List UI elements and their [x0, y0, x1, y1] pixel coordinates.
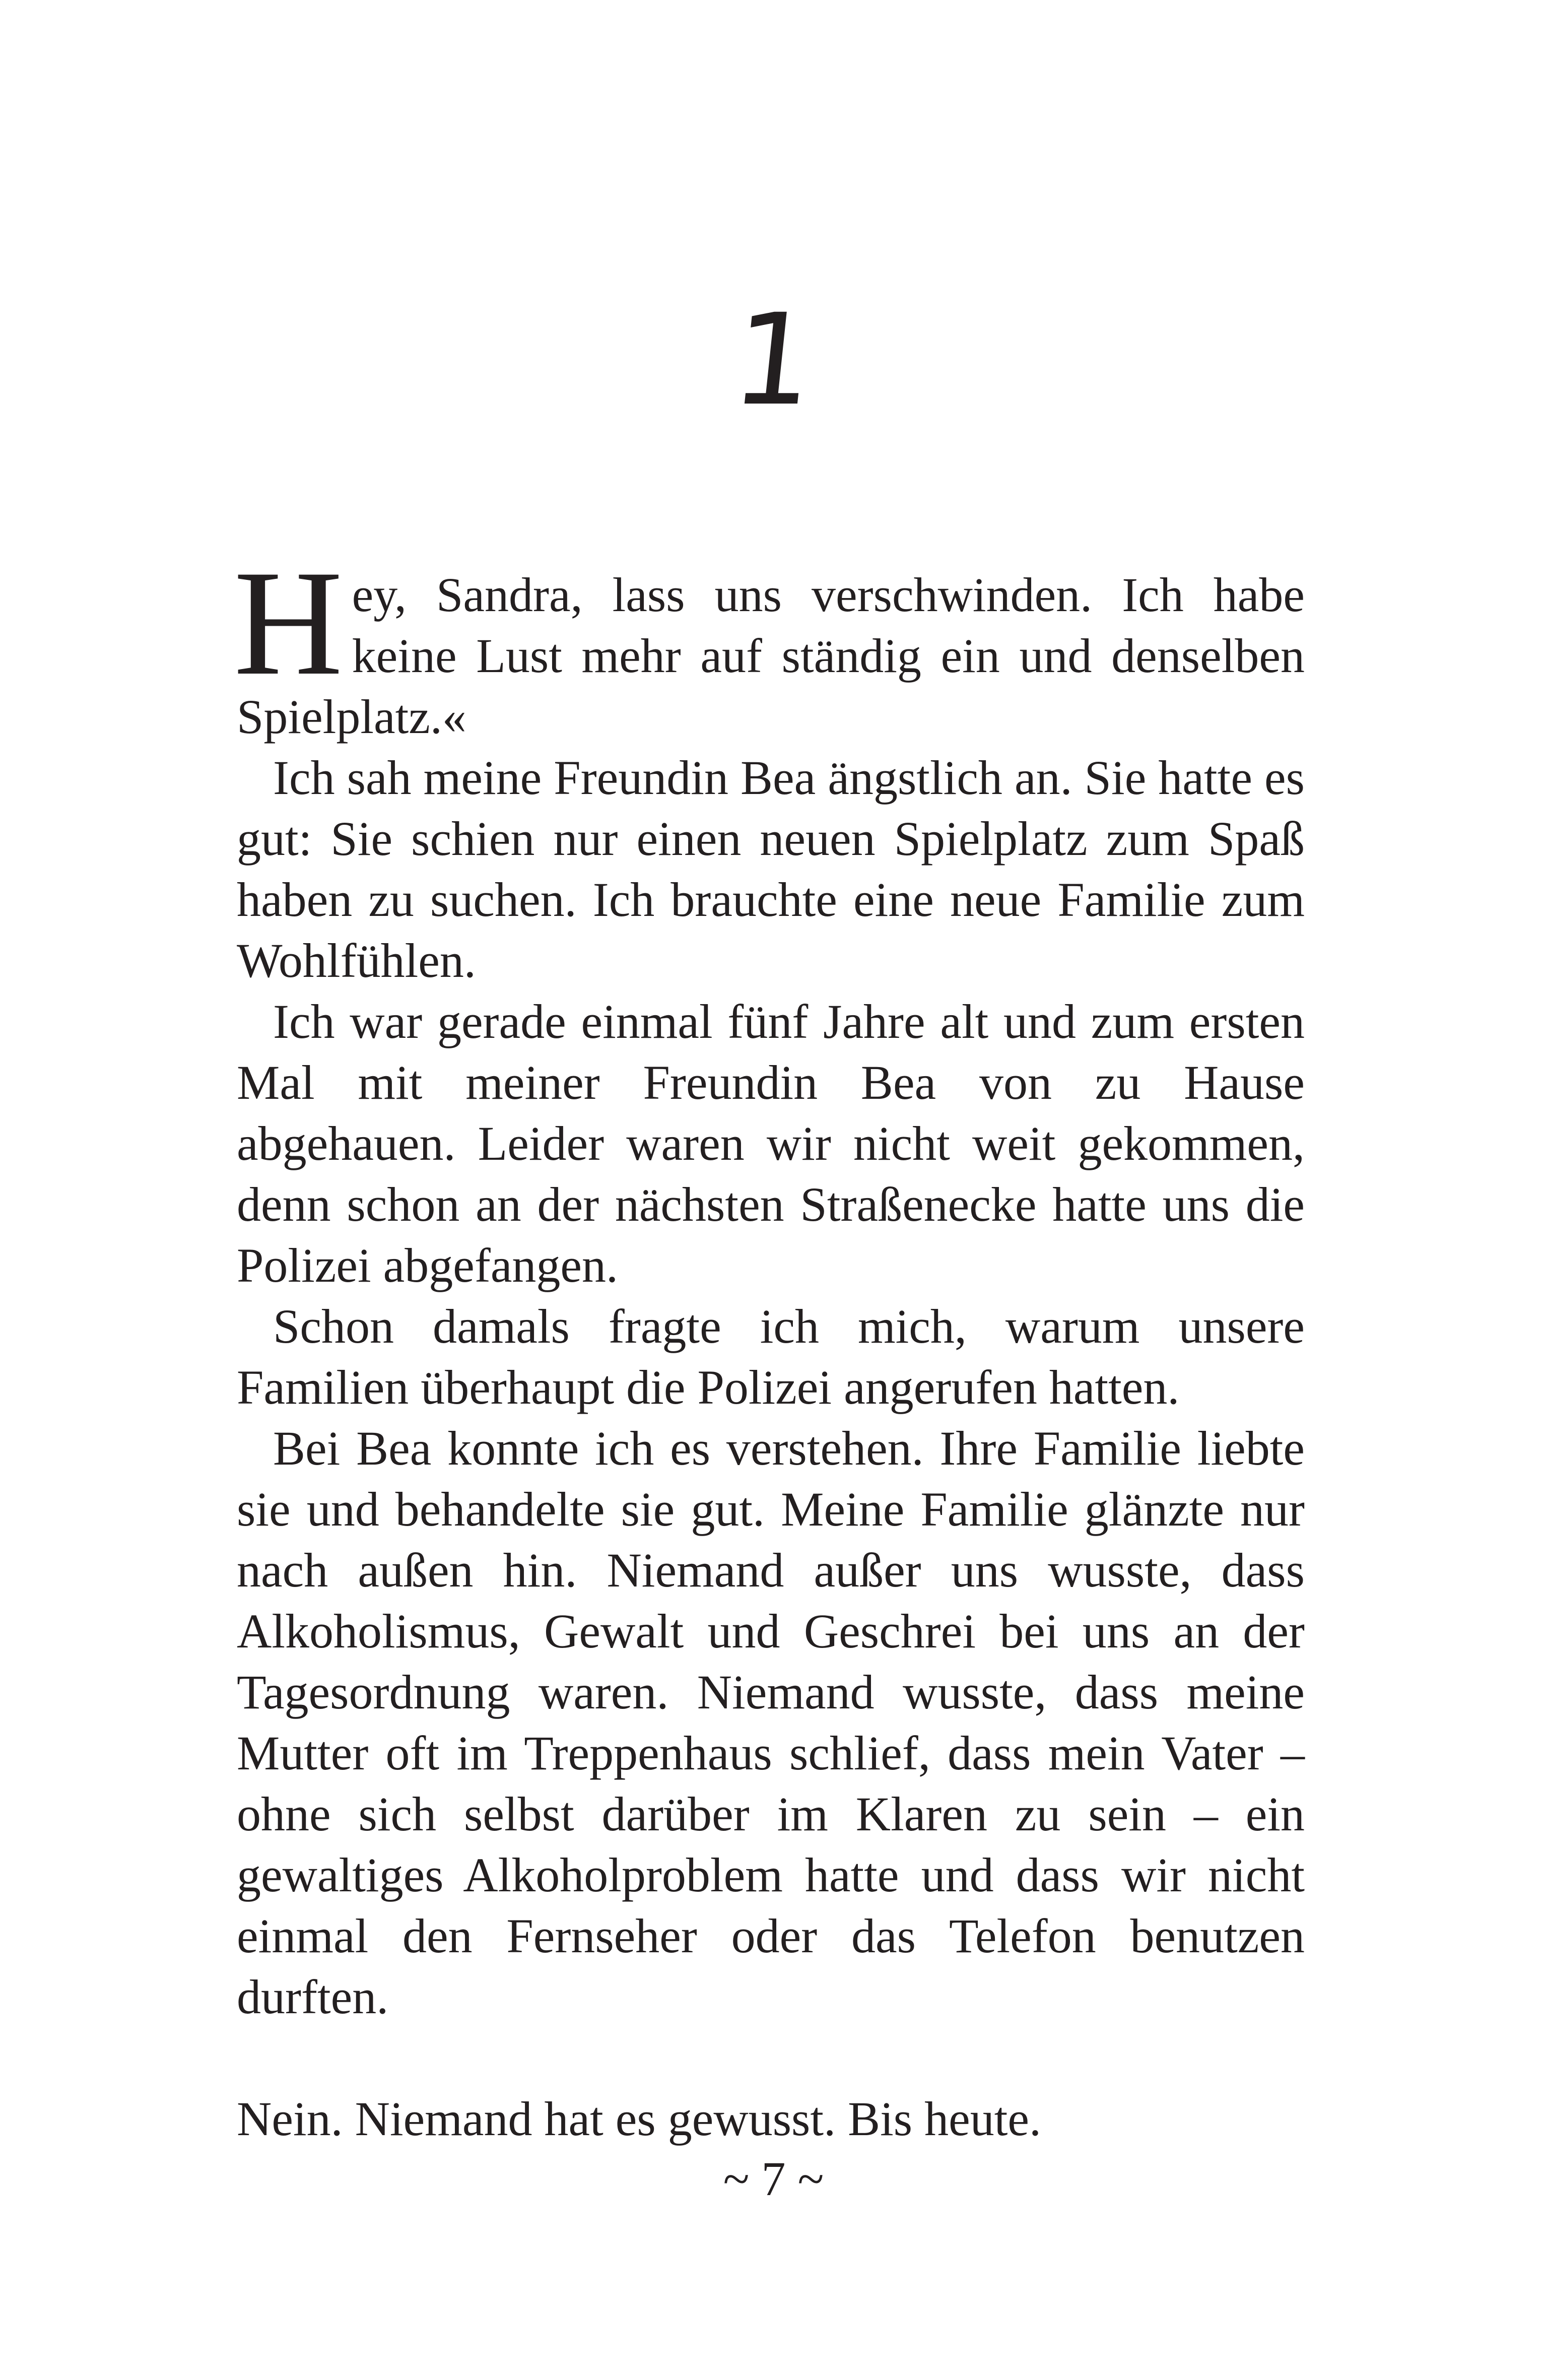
drop-cap: H [234, 539, 343, 706]
chapter-number: 1 [725, 287, 822, 433]
closing-line: Nein. Niemand hat es gewusst. Bis heute. [237, 2092, 1042, 2146]
paragraph-opening-text: ey, Sandra, lass uns verschwinden. Ich habe keine Lust mehr auf ständig ein und denselben Spielplatz.« [237, 568, 1305, 744]
paragraph-opening [234, 539, 1305, 747]
paragraph: Ich war gerade einmal fünf Jahre alt und zum ersten Mal mit meiner Freundin Bea von zu Hause abgehauen. Leider waren wir nicht weit gekommen, denn schon an der nächsten Straßenecke hatte uns die Polizei abgefangen. [237, 995, 1305, 1292]
paragraph: Ich sah meine Freundin Bea ängstlich an. Sie hatte es gut: Sie schien nur einen neuen Spielplatz zum Spaß haben zu suchen. Ich brauchte eine neue Familie zum Wohlfühlen. [237, 751, 1305, 987]
page-number: ~ 7 ~ [723, 2152, 824, 2206]
paragraph: Bei Bea konnte ich es verstehen. Ihre Familie liebte sie und behandelte sie gut. Meine Familie glänzte nur nach außen hin. Niemand außer uns wusste, dass Alkoholismus, Gewalt und Geschrei bei uns an der Tagesordnung waren. Niemand wusste, dass meine Mutter oft im Treppenhaus schlief, dass mein Vater – ohne sich selbst darüber im Klaren zu sein – ein gewaltiges Alkoholproblem hatte und dass wir nicht einmal den Fernseher oder das Telefon benutzen durften. [237, 1421, 1305, 2024]
chapter-text [234, 539, 1305, 2149]
paragraph: Schon damals fragte ich mich, warum unsere Familien überhaupt die Polizei angerufen hatten. [237, 1299, 1305, 1414]
